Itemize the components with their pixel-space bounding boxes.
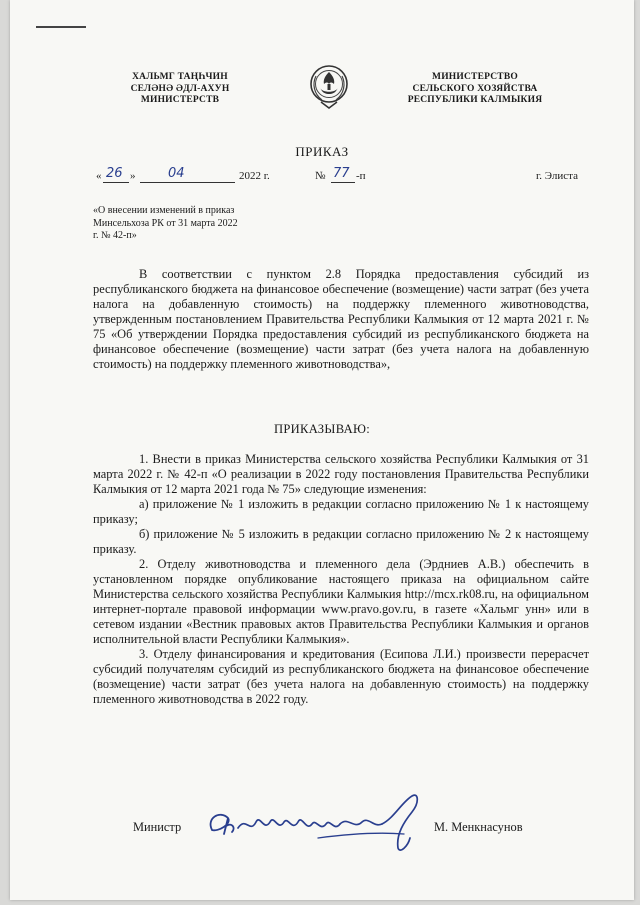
- header-left-line: ХАЛЬМГ ТАҢҺЧИН: [132, 72, 228, 82]
- date-month: 04: [168, 166, 185, 181]
- header-left: [120, 72, 240, 107]
- document-page: [10, 0, 634, 900]
- order-item-3: 3. Отделу финансирования и кредитования (Есипова Л.И.) произвести перерасчет субсидий получателям субсидий из республиканского бюджета на финансовое обеспечение (возмещение) части затрат (без учета налога на добавленную стоимость) на поддержку племенного животноводства в 2022 году.: [93, 647, 589, 706]
- date-close-quote: »: [130, 170, 136, 182]
- document-number: 77: [333, 166, 350, 181]
- date-year: 2022 г.: [239, 170, 270, 182]
- signatory-name: М. Менкнасунов: [434, 820, 523, 834]
- order-item-1b: б) приложение № 5 изложить в редакции согласно приложению № 2 к настоящему приказу.: [93, 527, 589, 556]
- signatory-role: Министр: [133, 820, 182, 834]
- subject-line: «О внесении изменений в приказ: [93, 205, 235, 216]
- header-left-line: МИНИСТЕРСТВ: [140, 95, 220, 105]
- city: г. Элиста: [536, 170, 578, 182]
- order-item-1: 1. Внести в приказ Министерства сельского хозяйства Республики Калмыкия от 31 марта 2022 г. № 42-п «О реализации в 2022 году постановления Правительства Республики Калмыкия от 12 марта 2021 года № 75» следующие изменения:: [93, 452, 589, 496]
- header-right-line: РЕСПУБЛИКИ КАЛМЫКИЯ: [407, 95, 543, 105]
- number-suffix: -п: [356, 170, 366, 182]
- document-subject: [93, 205, 303, 243]
- subject-line: Минсельхоза РК от 31 марта 2022: [93, 217, 238, 229]
- scan-mark: [36, 26, 86, 28]
- kalmykia-coat-of-arms-icon: [308, 60, 350, 112]
- header-right: [405, 72, 545, 107]
- order-item-2: 2. Отделу животноводства и племенного дела (Эрдниев А.В.) обеспечить в установленном порядке опубликование настоящего приказа на официальном сайте Министерства сельского хозяйства Республики Калмыкия http://mcx.rk08.ru, на официальном интернет-портале правовой информации www.pravo.gov.ru, в газете «Хальмг унн» или в сетевом издании «Вестник правовых актов Правительства Республики Калмыкия и органов исполнительной власти Республики Калмыкия».: [93, 557, 589, 646]
- handwritten-signature: [198, 788, 428, 858]
- header-right-line: МИНИСТЕРСТВО: [432, 72, 518, 82]
- preamble-text: В соответствии с пунктом 2.8 Порядка предоставления субсидий из республиканского бюджета на финансовое обеспечение (возмещение) части затрат (без учета налога на добавленную стоимость) на поддержку племенного животноводства, утвержденным постановлением Правительства Республики Калмыкия от 12 марта 2021 г. № 75 «Об утверждении Порядка предоставления субсидий из республиканского бюджета на финансовое обеспечение (возмещение) части затрат (без учета налога на добавленную стоимость) на поддержку племенного животноводства»,: [93, 267, 589, 371]
- header-right-line: СЕЛЬСКОГО ХОЗЯЙСТВА: [412, 83, 538, 94]
- document-title: ПРИКАЗ: [295, 144, 349, 159]
- order-items: [93, 452, 589, 707]
- order-item-1a: а) приложение № 1 изложить в редакции согласно приложению № 1 к настоящему приказу;: [93, 497, 589, 526]
- number-prefix: №: [315, 170, 326, 182]
- header-left-line: СЕЛӘНӘ ӘДЛ-АХУН: [130, 83, 230, 94]
- month-underline: [140, 170, 235, 183]
- preamble-block: [93, 267, 589, 372]
- subject-line: г. № 42-п»: [93, 230, 137, 241]
- date-day: 26: [106, 166, 123, 181]
- order-word: ПРИКАЗЫВАЮ:: [273, 422, 371, 436]
- date-open-quote: «: [96, 170, 102, 182]
- date-number-line: [10, 166, 634, 186]
